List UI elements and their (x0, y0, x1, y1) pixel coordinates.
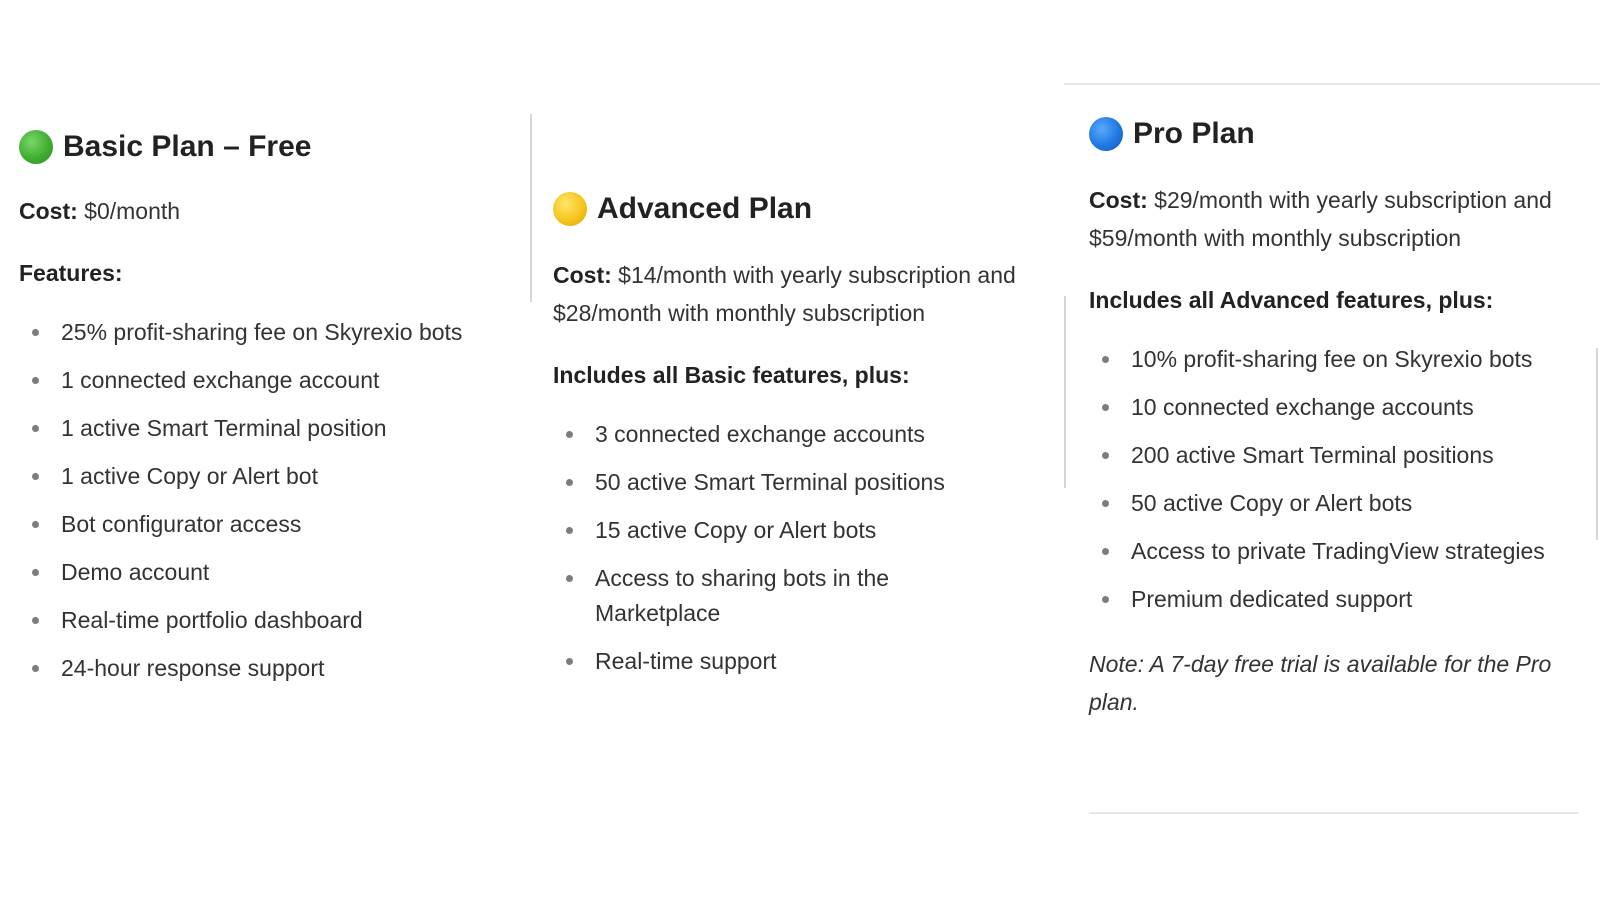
feature-text: 200 active Smart Terminal positions (1131, 442, 1494, 468)
bullet-icon (566, 479, 573, 486)
feature-text: Bot configurator access (61, 511, 302, 537)
blue-circle-icon (1089, 117, 1123, 151)
list-item (1089, 534, 1551, 569)
basic-features-heading: Features: (19, 260, 123, 286)
list-item (1089, 438, 1589, 473)
list-item (553, 561, 995, 631)
basic-plan-column (19, 124, 499, 686)
advanced-cost-value: $14/month with yearly subscription and $28/month with monthly subscription (553, 262, 1016, 326)
bullet-icon (32, 425, 39, 432)
green-circle-icon (19, 130, 53, 164)
advanced-plan-column (553, 186, 1043, 679)
feature-text: Demo account (61, 559, 210, 585)
top-rule (1064, 83, 1600, 85)
list-item (1089, 486, 1589, 521)
feature-text: 1 active Smart Terminal position (61, 415, 387, 441)
bullet-icon (32, 665, 39, 672)
bullet-icon (566, 575, 573, 582)
list-item (19, 459, 499, 494)
list-item (1089, 390, 1589, 425)
bullet-icon (32, 521, 39, 528)
bullet-icon (566, 431, 573, 438)
bullet-icon (32, 569, 39, 576)
feature-text: 10% profit-sharing fee on Skyrexio bots (1131, 346, 1533, 372)
list-item (19, 411, 499, 446)
pro-plan-title (1089, 111, 1589, 157)
bullet-icon (32, 473, 39, 480)
bullet-icon (1102, 356, 1109, 363)
feature-text: 1 connected exchange account (61, 367, 380, 393)
bullet-icon (1102, 404, 1109, 411)
scroll-track (1596, 348, 1598, 540)
bullet-icon (1102, 548, 1109, 555)
pro-cost-label: Cost: (1089, 187, 1148, 213)
feature-text: 24-hour response support (61, 655, 325, 681)
bullet-icon (1102, 596, 1109, 603)
basic-plan-title (19, 124, 499, 170)
list-item (19, 315, 499, 350)
feature-text: Premium dedicated support (1131, 586, 1413, 612)
list-item (19, 651, 499, 686)
bottom-rule (1089, 812, 1579, 814)
feature-text: 15 active Copy or Alert bots (595, 517, 877, 543)
column-divider-right (1064, 296, 1066, 488)
list-item (1089, 342, 1589, 377)
feature-text: Access to sharing bots in the Marketplace (595, 565, 890, 626)
list-item (553, 465, 1043, 500)
feature-text: 50 active Copy or Alert bots (1131, 490, 1413, 516)
pro-plan-cost (1089, 181, 1589, 257)
advanced-plan-cost (553, 256, 1043, 332)
pro-plan-title-text: Pro Plan (1133, 117, 1255, 150)
basic-features-list (19, 315, 499, 686)
list-item (19, 363, 499, 398)
feature-text: Real-time portfolio dashboard (61, 607, 363, 633)
list-item (19, 603, 499, 638)
feature-text: Real-time support (595, 648, 777, 674)
list-item (553, 513, 1043, 548)
bullet-icon (32, 329, 39, 336)
column-divider-left (530, 114, 532, 302)
basic-plan-title-text: Basic Plan – Free (63, 130, 312, 163)
pro-plan-column (1089, 111, 1589, 721)
basic-cost-label: Cost: (19, 198, 78, 224)
pro-features-heading: Includes all Advanced features, plus: (1089, 287, 1494, 313)
bullet-icon (566, 658, 573, 665)
feature-text: 25% profit-sharing fee on Skyrexio bots (61, 319, 463, 345)
bullet-icon (1102, 500, 1109, 507)
basic-cost-value: $0/month (77, 198, 181, 224)
feature-text: 50 active Smart Terminal positions (595, 469, 945, 495)
bullet-icon (32, 617, 39, 624)
basic-plan-cost (19, 192, 499, 230)
advanced-features-heading: Includes all Basic features, plus: (553, 362, 910, 388)
advanced-plan-title-text: Advanced Plan (597, 192, 813, 225)
pro-features-list (1089, 342, 1589, 617)
advanced-features-list (553, 417, 1043, 679)
pro-cost-value: $29/month with yearly subscription and $59/month with monthly subscription (1089, 187, 1552, 251)
list-item (553, 644, 1043, 679)
pro-trial-note: Note: A 7-day free trial is available for the Pro plan. (1089, 651, 1552, 715)
feature-text: 3 connected exchange accounts (595, 421, 925, 447)
bullet-icon (566, 527, 573, 534)
yellow-circle-icon (553, 192, 587, 226)
bullet-icon (1102, 452, 1109, 459)
feature-text: 1 active Copy or Alert bot (61, 463, 318, 489)
bullet-icon (32, 377, 39, 384)
feature-text: 10 connected exchange accounts (1131, 394, 1474, 420)
feature-text: Access to private TradingView strategies (1131, 538, 1545, 564)
advanced-plan-title (553, 186, 1043, 232)
list-item (1089, 582, 1589, 617)
advanced-cost-label: Cost: (553, 262, 612, 288)
list-item (19, 507, 499, 542)
list-item (553, 417, 1043, 452)
list-item (19, 555, 499, 590)
